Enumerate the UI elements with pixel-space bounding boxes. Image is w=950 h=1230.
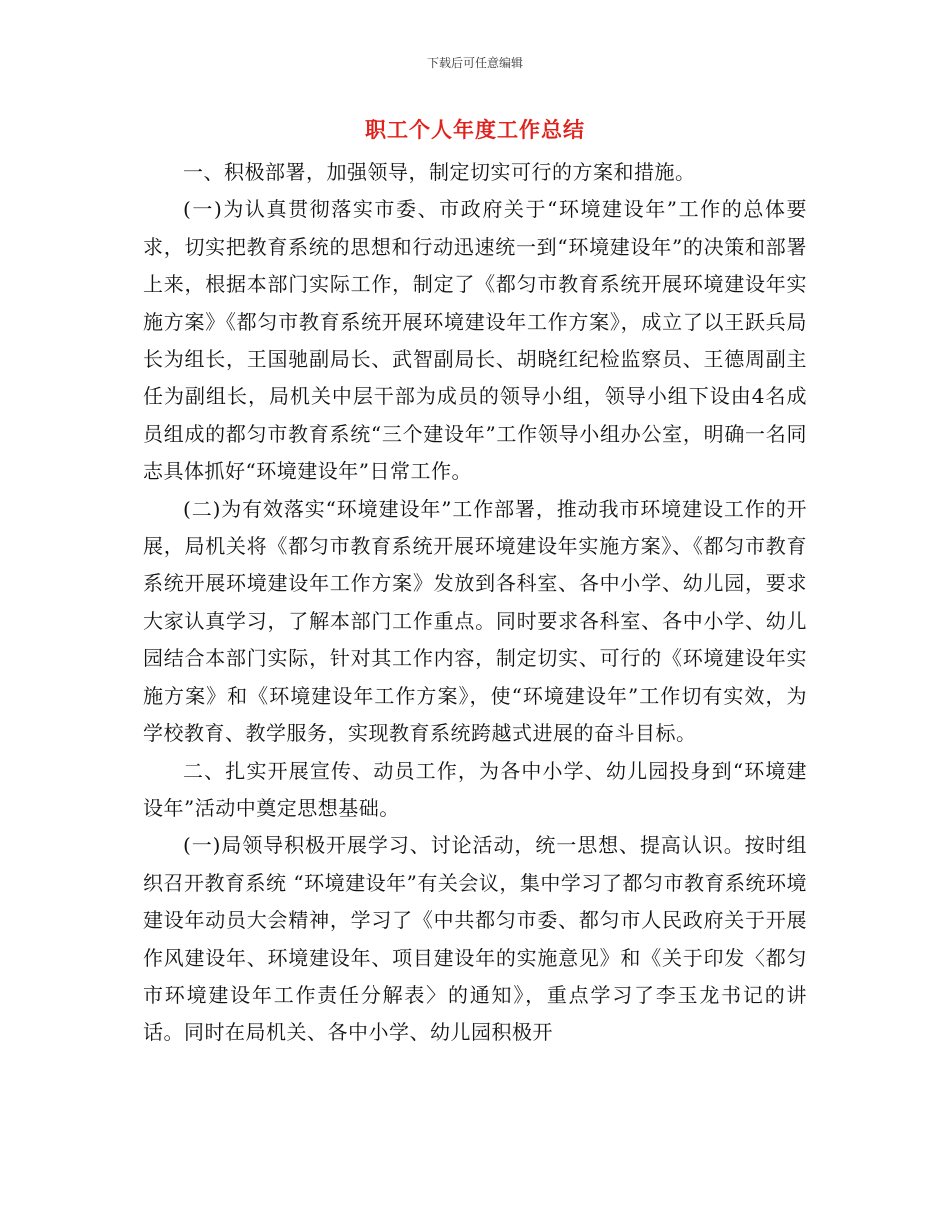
paragraph-section-2-heading: 二、扎实开展宣传、动员工作，为各中小学、幼儿园投身到“环境建设年”活动中奠定思想基础。 bbox=[143, 758, 807, 820]
page-header-note: 下载后可任意编辑 bbox=[426, 56, 523, 70]
document-title: 职工个人年度工作总结 bbox=[365, 117, 585, 142]
paragraph-section-1-item-1: (一)为认真贯彻落实市委、市政府关于“环境建设年”工作的总体要求，切实把教育系统的思想和行动迅速统一到“环境建设年”的决策和部署上来，根据本部门实际工作，制定了《都匀市教育系统开展环境建设年实施方案》《都匀市教育系统开展环境建设年工作方案》，成立了以王跃兵局长为组长，王国驰副局长、武智副局长、胡晓红纪检监察员、王德周副主任为副组长，局机关中层干部为成员的领导小组，领导小组下设由4名成员组成的都匀市教育系统“三个建设年”工作领导小组办公室，明确一名同志具体抓好“环境建设年”日常工作。 bbox=[143, 197, 807, 484]
paragraph-section-2-item-1: (一)局领导积极开展学习、讨论活动，统一思想、提高认识。按时组织召开教育系统 “环境建设年”有关会议，集中学习了都匀市教育系统环境建设年动员大会精神，学习了《中共都匀市委、都匀市人民政府关于开展作风建设年、环境建设年、项目建设年的实施意见》和《关于印发〈都匀市环境建设年工作责任分解表〉的通知》，重点学习了李玉龙书记的讲话。同时在局机关、各中小学、幼儿园积极开 bbox=[143, 833, 807, 1045]
document-body bbox=[143, 154, 807, 1052]
paragraph-section-1-item-2: (二)为有效落实“环境建设年”工作部署，推动我市环境建设工作的开展，局机关将《都匀市教育系统开展环境建设年实施方案》、《都匀市教育系统开展环境建设年工作方案》发放到各科室、各中小学、幼儿园，要求大家认真学习，了解本部门工作重点。同时要求各科室、各中小学、幼儿园结合本部门实际，针对其工作内容，制定切实、可行的《环境建设年实施方案》和《环境建设年工作方案》，使“环境建设年”工作切有实效，为学校教育、教学服务，实现教育系统跨越式进展的奋斗目标。 bbox=[143, 496, 807, 746]
paragraph-section-1-heading: 一、积极部署，加强领导，制定切实可行的方案和措施。 bbox=[183, 160, 696, 184]
